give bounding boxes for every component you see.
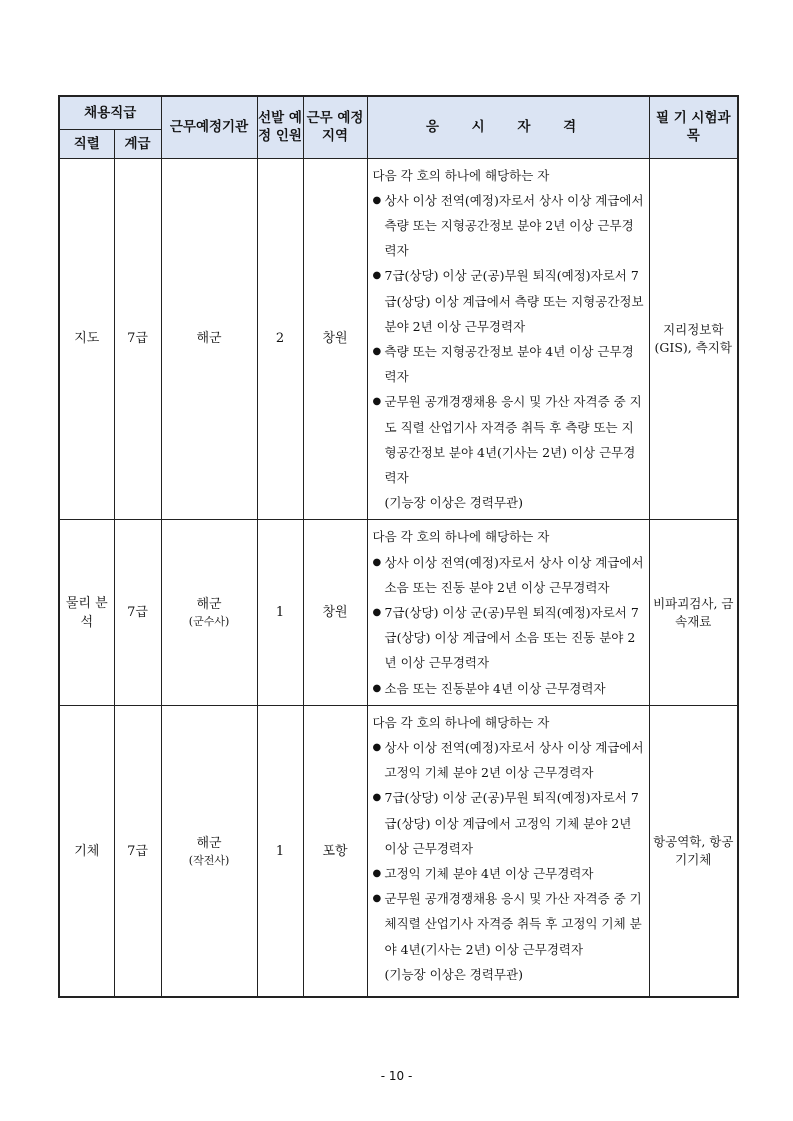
list-item (373, 600, 645, 676)
cell-series: 지도 (59, 158, 114, 520)
qualification-note: (기능장 이상은 경력무관) (384, 966, 523, 982)
item-text: 7급(상당) 이상 군(공)무원 퇴직(예정)자로서 7급(상당) 이상 계급에서 소음 또는 진동 분야 2년 이상 근무경력자 (384, 604, 639, 671)
cell-qualification (367, 705, 649, 997)
list-item (373, 389, 645, 490)
item-text: 고정익 기체 분야 4년 이상 근무경력자 (384, 865, 594, 881)
qualification-list (373, 550, 645, 701)
item-text: 군무원 공개경쟁채용 응시 및 가산 자격증 중 지도 직렬 산업기사 자격증 취득 후 측량 또는 지형공간정보 분야 4년(기사는 2년) 이상 근무경력자 (384, 394, 642, 485)
header-agency: 근무예정기관 (161, 96, 257, 158)
agency-sub: (군수사) (188, 615, 230, 629)
list-item (373, 188, 645, 264)
qualification-intro: 다음 각 호의 하나에 해당하는 자 (372, 529, 550, 545)
header-work-region: 근무 예정 지역 (303, 96, 367, 158)
list-item (373, 735, 645, 785)
header-job-series: 직렬 (59, 129, 114, 158)
cell-agency (161, 705, 257, 997)
item-text: 상사 이상 전역(예정)자로서 상사 이상 계급에서 소음 또는 진동 분야 2년 이상 근무경력자 (384, 554, 644, 595)
page-number: - 10 - (380, 1069, 413, 1083)
bullet-icon: ● (372, 682, 382, 694)
item-text: 측량 또는 지형공간정보 분야 4년 이상 근무경력자 (384, 343, 634, 385)
cell-grade: 7급 (114, 705, 161, 997)
bullet-icon: ● (372, 741, 382, 753)
cell-exam-subject: 항공역학, 항공기기체 (649, 705, 738, 997)
bullet-icon: ● (372, 556, 382, 568)
cell-region: 창원 (303, 158, 367, 520)
item-text: 7급(상당) 이상 군(공)무원 퇴직(예정)자로서 7급(상당) 이상 계급에서 측량 또는 지형공간정보 분야 2년 이상 근무경력자 (384, 268, 644, 334)
cell-agency (161, 158, 257, 520)
table-row (59, 158, 738, 520)
qualification-note: (기능장 이상은 경력무관) (384, 495, 523, 511)
agency-name: 해군 (196, 835, 222, 851)
list-item (373, 339, 645, 389)
bullet-icon: ● (372, 867, 382, 879)
agency-name: 해군 (196, 597, 222, 613)
bullet-icon: ● (372, 345, 382, 357)
list-item (373, 785, 645, 861)
qualification-intro: 다음 각 호의 하나에 해당하는 자 (372, 714, 550, 730)
cell-count: 1 (257, 520, 303, 705)
list-item (373, 861, 645, 886)
item-text: 소음 또는 진동분야 4년 이상 근무경력자 (384, 680, 606, 696)
item-text: 7급(상당) 이상 군(공)무원 퇴직(예정)자로서 7급(상당) 이상 계급에서 고정익 기체 분야 2년 이상 근무경력자 (384, 790, 639, 856)
cell-qualification (367, 520, 649, 705)
bullet-icon: ● (372, 792, 382, 804)
header-selection-count: 선발 예정 인원 (257, 96, 303, 158)
header-exam-subject: 필 기 시험과목 (649, 96, 738, 158)
list-item (373, 886, 645, 962)
agency-sub: (작전사) (188, 853, 230, 867)
cell-series: 물리 분석 (59, 520, 114, 705)
cell-exam-subject: 비파괴검사, 금속재료 (649, 520, 738, 705)
cell-region: 포항 (303, 705, 367, 997)
cell-grade: 7급 (114, 158, 161, 520)
table-row (59, 520, 738, 705)
cell-region: 창원 (303, 520, 367, 705)
header-recruit-grade: 채용직급 (59, 96, 161, 129)
list-item (373, 263, 645, 339)
item-text: 상사 이상 전역(예정)자로서 상사 이상 계급에서 측량 또는 지형공간정보 분야 2년 이상 근무경력자 (384, 192, 644, 259)
cell-count: 1 (257, 705, 303, 997)
list-item (373, 676, 645, 701)
cell-series: 기체 (59, 705, 114, 997)
table-row (59, 705, 738, 997)
item-text: 상사 이상 전역(예정)자로서 상사 이상 계급에서 고정익 기체 분야 2년 이상 근무경력자 (384, 739, 644, 781)
header-qualification: 응 시 자 격 (367, 96, 649, 158)
bullet-icon: ● (372, 606, 382, 618)
bullet-icon: ● (372, 893, 382, 905)
list-item (373, 550, 645, 600)
header-row-1 (59, 96, 738, 129)
cell-exam-subject: 지리정보학 (GIS), 측지학 (649, 158, 738, 520)
cell-agency (161, 520, 257, 705)
bullet-icon: ● (372, 194, 382, 206)
item-text: 군무원 공개경쟁채용 응시 및 가산 자격증 중 기체직렬 산업기사 자격증 취득 후 고정익 기체 분야 4년(기사는 2년) 이상 근무경력자 (384, 891, 642, 957)
qualification-intro: 다음 각 호의 하나에 해당하는 자 (372, 167, 550, 183)
bullet-icon: ● (372, 270, 382, 282)
cell-qualification (367, 158, 649, 520)
recruitment-table (58, 95, 739, 998)
qualification-list (373, 735, 645, 987)
agency-name: 해군 (196, 331, 222, 347)
cell-count: 2 (257, 158, 303, 520)
bullet-icon: ● (372, 396, 382, 408)
header-grade: 계급 (114, 129, 161, 158)
cell-grade: 7급 (114, 520, 161, 705)
qualification-list (373, 188, 645, 516)
